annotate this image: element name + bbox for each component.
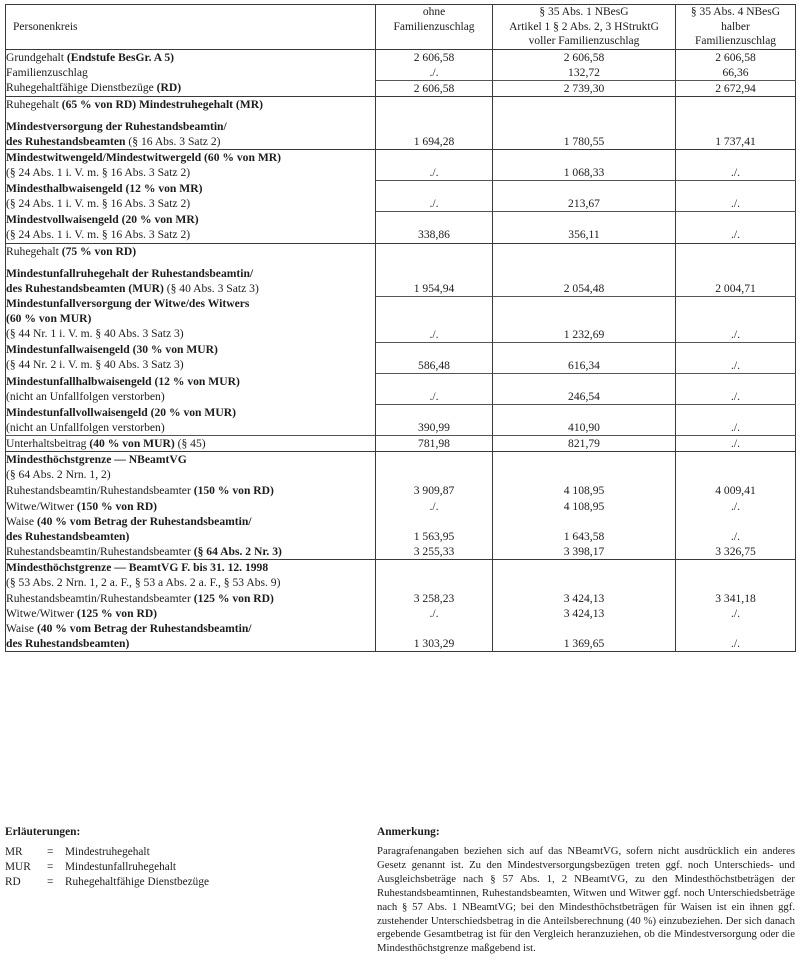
cell-value: ./. — [376, 65, 493, 81]
table-row — [6, 606, 796, 621]
cell-value: 616,34 — [493, 342, 676, 373]
cell-value: ./. — [376, 296, 493, 342]
cell-value: 1 369,65 — [493, 621, 676, 652]
cell-value: 3 258,23 — [376, 591, 493, 606]
cell-value: 3 398,17 — [493, 544, 676, 560]
cell-value: 821,79 — [493, 436, 676, 452]
cell-value: ./. — [376, 181, 493, 212]
legend-key: MUR — [5, 861, 31, 874]
row-label-mindestunfallruhegehalt: Ruhegehalt (75 % von RD) Mindestunfallruhegehalt der Ruhestandsbeamtin/ des Ruhestandsbeamten (MUR) (§ 40 Abs. 3 Satz 3) — [6, 243, 376, 296]
table-row — [6, 499, 796, 514]
cell-value-empty — [376, 559, 493, 591]
cell-value: 4 108,95 — [493, 483, 676, 498]
table-row — [6, 96, 796, 149]
cell-value: 2 739,30 — [493, 80, 676, 96]
row-label-mindestvollwaisengeld: Mindestvollwaisengeld (20 % von MR) (§ 24 Abs. 1 i. V. m. § 16 Abs. 3 Satz 2) — [6, 212, 376, 243]
table-row — [6, 436, 796, 452]
cell-value-empty — [493, 559, 676, 591]
header-halber-familienzuschlag: § 35 Abs. 4 NBesG halber Familienzuschlag — [690, 6, 781, 48]
cell-value: 2 606,58 — [376, 49, 493, 65]
table-row — [6, 212, 796, 243]
table-row — [6, 65, 796, 81]
row-label-mindesthoechstgrenze-beamtvg: Mindesthöchstgrenze — BeamtVG F. bis 31. 12. 1998 (§ 53 Abs. 2 Nrn. 1, 2 a. F., § 53 a Abs. 2 a. F., § 53 Abs. 9) — [6, 559, 376, 591]
cell-value: 1 643,58 — [493, 514, 676, 544]
cell-value: 338,86 — [376, 212, 493, 243]
table-row — [6, 559, 796, 591]
legend-equals: = — [47, 876, 54, 889]
cell-value-empty — [676, 452, 796, 484]
cell-value-empty — [376, 452, 493, 484]
table-row — [6, 452, 796, 484]
cell-value: 2 004,71 — [676, 243, 796, 296]
cell-value-empty — [676, 559, 796, 591]
cell-value: 781,98 — [376, 436, 493, 452]
row-label-mindestunfallhalbwaisengeld: Mindestunfallhalbwaisengeld (12 % von MUR) (nicht an Unfallfolgen verstorben) — [6, 374, 376, 405]
footer — [5, 826, 795, 956]
cell-value: ./. — [676, 374, 796, 405]
cell-value: 66,36 — [722, 65, 749, 79]
legend-key: MR — [5, 846, 23, 858]
legend-value: Mindestruhegehalt — [65, 846, 150, 858]
cell-value: 3 326,75 — [715, 544, 756, 558]
cell-value-empty — [493, 452, 676, 484]
cell-value: 1 303,29 — [376, 621, 493, 652]
note-title: Anmerkung: — [377, 826, 440, 838]
table-row — [6, 483, 796, 498]
cell-value: 3 341,18 — [715, 591, 756, 605]
row-label-unterhaltsbeitrag: Unterhaltsbeitrag (40 % von MUR) (§ 45) — [6, 436, 376, 452]
row-label-ruhegehaltfaehige-dienstbezuege: Ruhegehaltfähige Dienstbezüge (RD) — [6, 80, 376, 96]
cell-value: 4 108,95 — [493, 499, 676, 514]
table-header-row — [6, 5, 796, 50]
table-row — [6, 80, 796, 96]
table-row — [6, 342, 796, 373]
cell-value: ./. — [676, 150, 796, 181]
cell-value: 132,72 — [493, 65, 676, 81]
cell-value: 586,48 — [376, 342, 493, 373]
cell-value: ./. — [376, 499, 493, 514]
legend-equals: = — [47, 861, 54, 874]
cell-value: ./. — [376, 150, 493, 181]
legend-value: Mindestunfallruhegehalt — [65, 861, 177, 874]
cell-value: ./. — [730, 499, 741, 513]
legend-item — [5, 860, 377, 875]
note-text: Paragrafenangaben beziehen sich auf das NBeamtVG, sofern nicht ausdrücklich ein anderes Gesetz genannt ist. Zu den Mindestversorgungsbezügen treten ggf. noch Unterschieds- und Ausgleichsbeträge nach § 57 Abs. 1, 2 NBeamtVG, zu den Mindesthöchstbeträgen der Ruhestandsbeamtinnen, Ruhestandsbeamten, Witwen und Witwer ggf. noch Unterschiedsbeträge nach § 57 Abs. 1 NBeamtVG; bei den Mindesthöchstbeträgen für Waisen ist ein ihnen ggf. zustehender Unterschiedsbetrag in die Anteilsberechnung (40 %) einzubeziehen. Der sich danach ergebende Gesamtbetrag ist für den Vergleich heranzuziehen, ob die Mindestversorgung oder die Mindesthöchstgrenze maßgebend ist. — [377, 845, 795, 955]
cell-value: ./. — [676, 296, 796, 342]
row-label-waise-40-beamtvg: Waise (40 % vom Betrag der Ruhestandsbeamtin/ des Ruhestandsbeamten) — [6, 621, 376, 652]
table-row — [6, 49, 796, 65]
table-row — [6, 405, 796, 436]
row-label-witwe-witwer-150: Witwe/Witwer (150 % von RD) — [6, 499, 376, 514]
row-label-witwe-witwer-125: Witwe/Witwer (125 % von RD) — [6, 606, 376, 621]
legend-block — [5, 826, 377, 956]
legend-item — [5, 845, 377, 860]
cell-value: 1 954,94 — [376, 243, 493, 296]
cell-value: 2 606,58 — [676, 49, 796, 65]
note-block — [377, 826, 795, 956]
table-row — [6, 150, 796, 181]
cell-value: ./. — [676, 181, 796, 212]
cell-value: 1 694,28 — [376, 96, 493, 149]
legend-item — [5, 875, 377, 890]
cell-value: 2 672,94 — [676, 80, 796, 96]
table-row — [6, 181, 796, 212]
row-label-ruhestandsbeamter-64-2-3: Ruhestandsbeamtin/Ruhestandsbeamter (§ 64 Abs. 2 Nr. 3) — [6, 544, 376, 560]
row-label-mindesthoechstgrenze-nbeamtvg: Mindesthöchstgrenze — NBeamtVG (§ 64 Abs. 2 Nrn. 1, 2) — [6, 452, 376, 484]
row-label-mindestunfallwaisengeld: Mindestunfallwaisengeld (30 % von MUR) (§ 44 Nr. 2 i. V. m. § 40 Abs. 3 Satz 3) — [6, 342, 376, 373]
cell-value: 246,54 — [493, 374, 676, 405]
cell-value: ./. — [730, 529, 741, 543]
cell-value: ./. — [376, 374, 493, 405]
cell-value: 1 737,41 — [676, 96, 796, 149]
row-label-mindestversorgung: Ruhegehalt (65 % von RD) Mindestruhegehalt (MR) Mindestversorgung der Ruhestandsbeamtin/ des Ruhestandsbeamten (§ 16 Abs. 3 Satz 2) — [6, 96, 376, 149]
row-label-ruhestandsbeamter-150: Ruhestandsbeamtin/Ruhestandsbeamter (150 % von RD) — [6, 483, 376, 498]
table-row — [6, 296, 796, 342]
cell-value: ./. — [676, 212, 796, 243]
cell-value: 3 909,87 — [376, 483, 493, 498]
pension-minimum-amounts-table — [5, 4, 796, 652]
table-row — [6, 621, 796, 652]
cell-value: ./. — [676, 436, 796, 452]
legend-value: Ruhegehaltfähige Dienstbezüge — [65, 876, 209, 889]
cell-value: ./. — [730, 637, 741, 651]
header-voller-familienzuschlag: § 35 Abs. 1 NBesG Artikel 1 § 2 Abs. 2, 3 HStruktG voller Familienzuschlag — [493, 5, 676, 50]
cell-value: 213,67 — [493, 181, 676, 212]
cell-value: 2 054,48 — [493, 243, 676, 296]
row-label-mindestunfallversorgung-witwe: Mindestunfallversorgung der Witwe/des Witwers (60 % von MUR) (§ 44 Nr. 1 i. V. m. § 40 Abs. 3 Satz 3) — [6, 296, 376, 342]
row-label-waise-40: Waise (40 % vom Betrag der Ruhestandsbeamtin/ des Ruhestandsbeamten) — [6, 514, 376, 544]
table-row — [6, 591, 796, 606]
table-row — [6, 374, 796, 405]
cell-value: 390,99 — [376, 405, 493, 436]
table-row — [6, 544, 796, 560]
row-label-familienzuschlag: Familienzuschlag — [6, 65, 376, 81]
table-row — [6, 243, 796, 296]
cell-value: ./. — [676, 342, 796, 373]
cell-value: 410,90 — [493, 405, 676, 436]
table-row — [6, 514, 796, 544]
cell-value: 3 424,13 — [493, 591, 676, 606]
row-label-mindestunfallvollwaisengeld: Mindestunfallvollwaisengeld (20 % von MUR) (nicht an Unfallfolgen verstorben) — [6, 405, 376, 436]
row-label-ruhestandsbeamter-125: Ruhestandsbeamtin/Ruhestandsbeamter (125 % von RD) — [6, 591, 376, 606]
cell-value: 1 563,95 — [376, 514, 493, 544]
cell-value: 3 255,33 — [376, 544, 493, 560]
cell-value: 2 606,58 — [493, 49, 676, 65]
row-label-mindesthalbwaisengeld: Mindesthalbwaisengeld (12 % von MR) (§ 24 Abs. 1 i. V. m. § 16 Abs. 3 Satz 2) — [6, 181, 376, 212]
cell-value: ./. — [376, 606, 493, 621]
cell-value: 1 232,69 — [493, 296, 676, 342]
cell-value: ./. — [730, 606, 741, 620]
cell-value: ./. — [676, 405, 796, 436]
legend-equals: = — [47, 846, 54, 858]
header-personenkreis: Personenkreis — [6, 5, 376, 50]
cell-value: 4 009,41 — [715, 484, 756, 498]
cell-value: 1 780,55 — [493, 96, 676, 149]
cell-value: 3 424,13 — [493, 606, 676, 621]
legend-key: RD — [5, 876, 21, 889]
row-label-grundgehalt: Grundgehalt (Endstufe BesGr. A 5) — [6, 49, 376, 65]
row-label-mindestwitwengeld: Mindestwitwengeld/Mindestwitwergeld (60 % von MR) (§ 24 Abs. 1 i. V. m. § 16 Abs. 3 Satz 2) — [6, 150, 376, 181]
cell-value: 356,11 — [493, 212, 676, 243]
legend-title: Erläuterungen: — [5, 826, 81, 838]
header-ohne-familienzuschlag: ohne Familienzuschlag — [376, 5, 493, 50]
cell-value: 2 606,58 — [376, 80, 493, 96]
cell-value: 1 068,33 — [493, 150, 676, 181]
